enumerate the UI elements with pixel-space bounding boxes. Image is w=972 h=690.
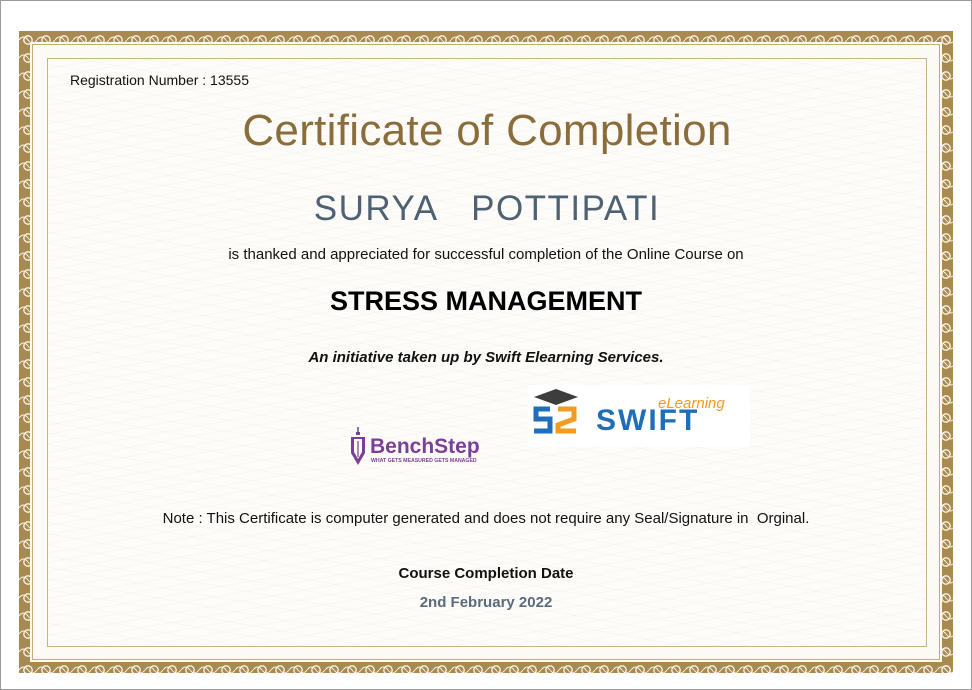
- completion-date-label: Course Completion Date: [398, 565, 574, 582]
- swift-name: SWIFT: [596, 404, 700, 437]
- course-name: STRESS MANAGEMENT: [329, 286, 643, 316]
- swift-logo: [528, 385, 750, 447]
- initiative-text: An initiative taken up by Swift Elearning Services.: [308, 349, 664, 366]
- appreciation-text: is thanked and appreciated for successful completion of the Online Course on: [228, 246, 744, 263]
- pen-icon: [351, 427, 365, 465]
- registration-number: Registration Number : 13555: [70, 72, 249, 88]
- completion-date: 2nd February 2022: [419, 594, 553, 611]
- recipient-name: SURYA POTTIPATI: [313, 189, 661, 228]
- swift-tagline: eLearning: [658, 395, 725, 412]
- benchstep-logo: [346, 425, 496, 469]
- benchstep-tagline: WHAT GETS MEASURED GETS MANAGED: [371, 458, 477, 464]
- computer-generated-note: Note : This Certificate is computer generated and does not require any Seal/Signature in Orginal.: [162, 510, 810, 527]
- benchstep-name: BenchStep: [370, 435, 480, 458]
- certificate-title: Certificate of Completion: [242, 106, 732, 155]
